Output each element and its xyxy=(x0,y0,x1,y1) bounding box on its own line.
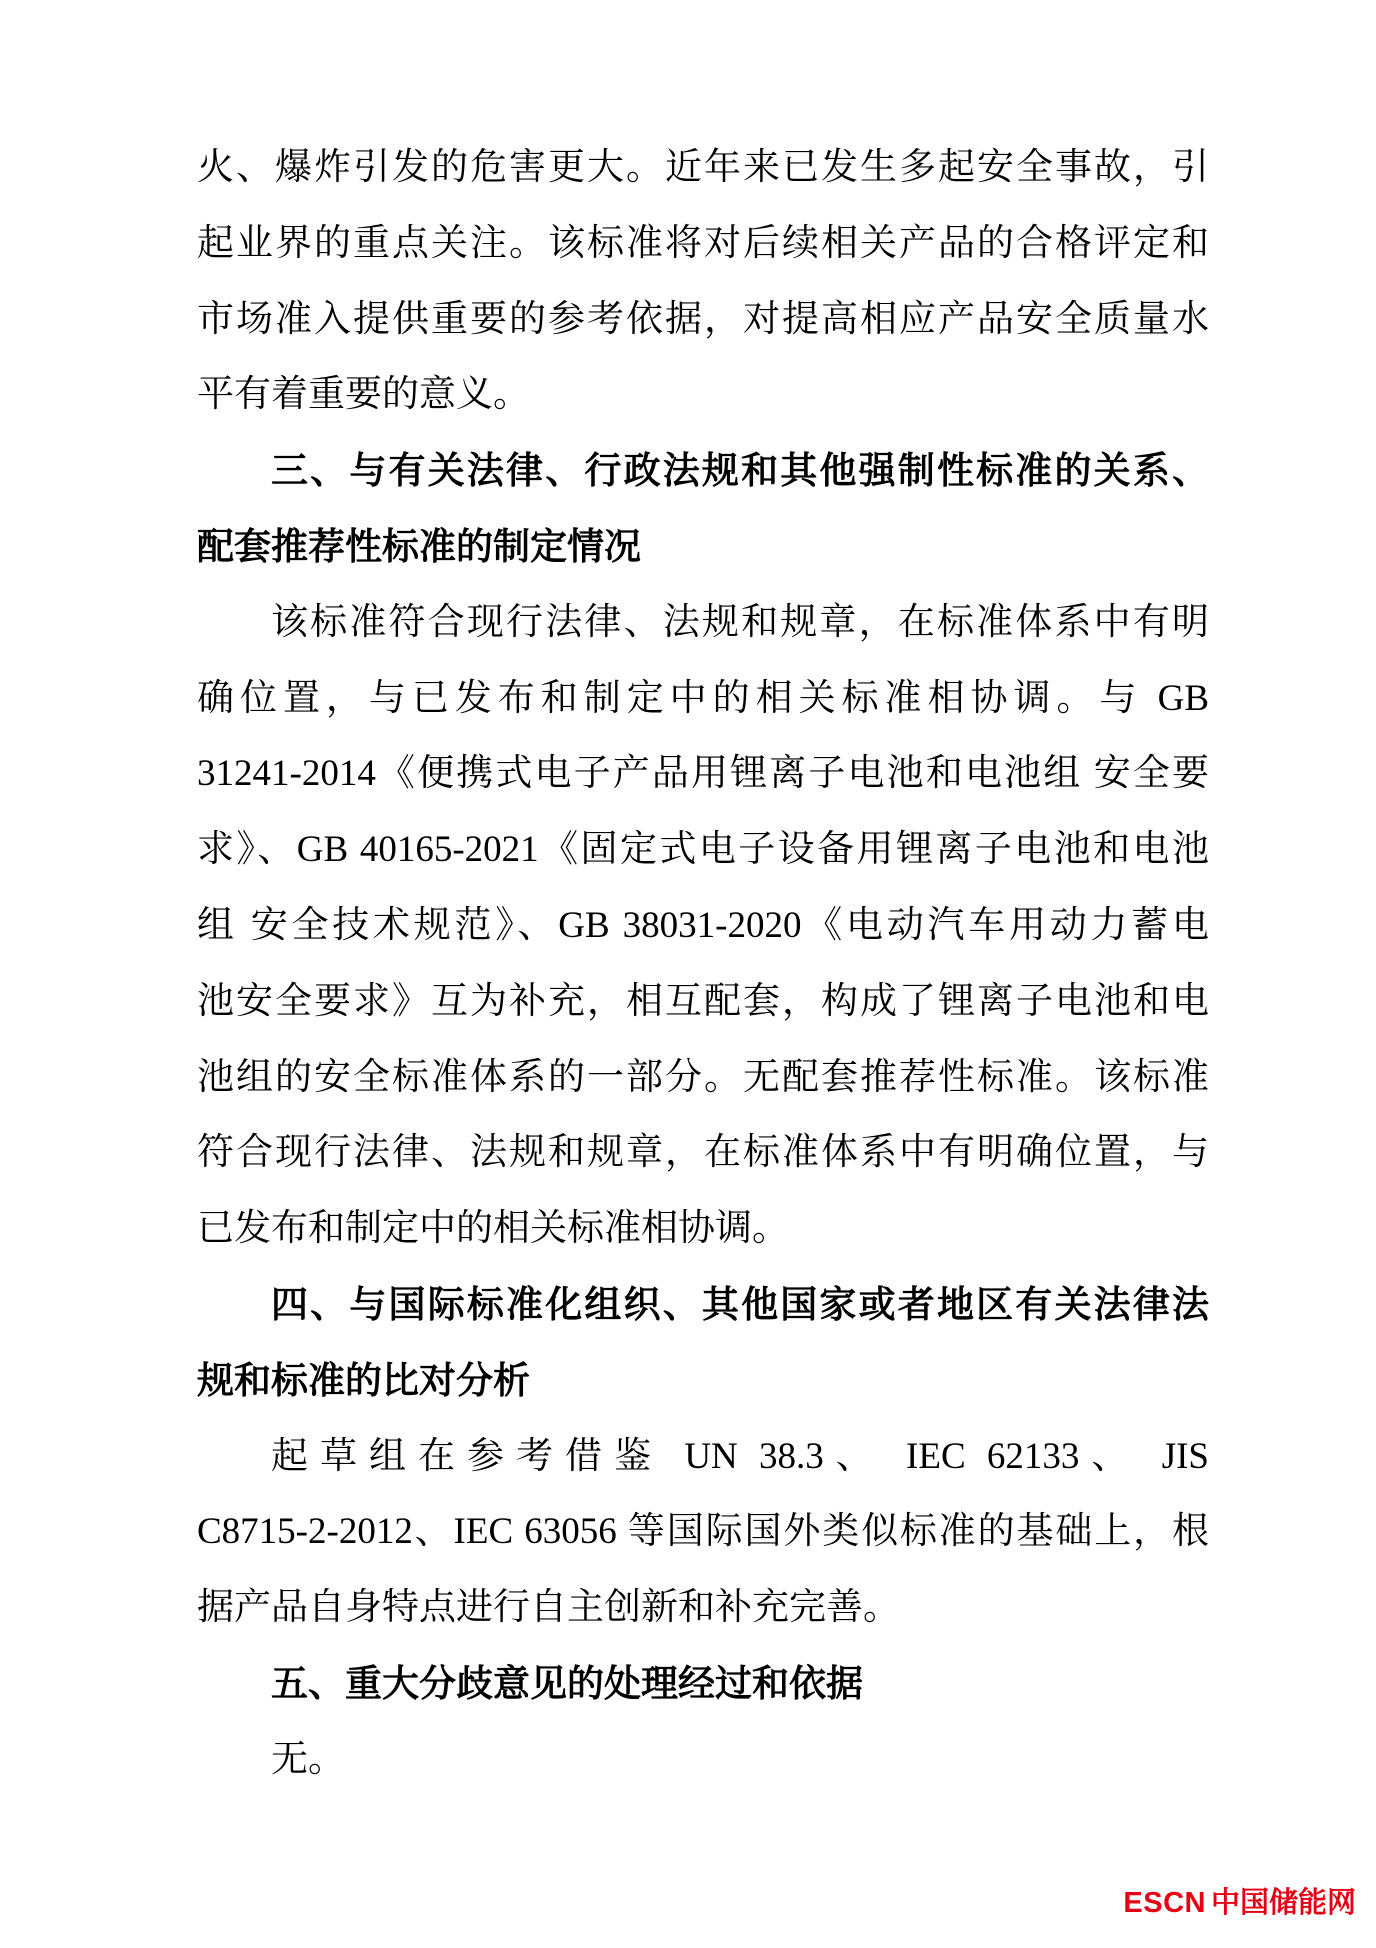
body-line: 符合现行法律、法规和规章，在标准体系中有明确位置，与 xyxy=(197,1132,1209,1174)
body-line: 已发布和制定中的相关标准相协调。 xyxy=(197,1208,789,1250)
body-line: 该标准符合现行法律、法规和规章，在标准体系中有明 xyxy=(271,601,1209,643)
body-line: 确位置，与已发布和制定中的相关标准相协调。与 GB xyxy=(197,677,1209,719)
section-heading-4: 四、与国际标准化组织、其他国家或者地区有关法律法 xyxy=(271,1283,1209,1325)
body-line: 组 安全技术规范》、GB 38031-2020《电动汽车用动力蓄电 xyxy=(197,904,1209,946)
body-line: 市场准入提供重要的参考依据，对提高相应产品安全质量水 xyxy=(197,298,1209,340)
escn-logo xyxy=(1123,1886,1356,1920)
section-heading-3-continued: 配套推荐性标准的制定情况 xyxy=(197,525,641,567)
body-line: 平有着重要的意义。 xyxy=(197,374,530,416)
escn-logo-text: ESCN xyxy=(1123,1887,1206,1919)
section-heading-3: 三、与有关法律、行政法规和其他强制性标准的关系、 xyxy=(271,450,1209,492)
body-line: 起草组在参考借鉴 UN 38.3、 IEC 62133、 JIS xyxy=(271,1435,1209,1477)
escn-logo-sitename: 中国储能网 xyxy=(1210,1887,1356,1919)
body-line: 31241-2014《便携式电子产品用锂离子电池和电池组 安全要 xyxy=(197,753,1209,795)
body-line: 起业界的重点关注。该标准将对后续相关产品的合格评定和 xyxy=(197,222,1209,264)
body-line: 火、爆炸引发的危害更大。近年来已发生多起安全事故，引 xyxy=(197,147,1209,188)
body-line: 无。 xyxy=(271,1738,345,1780)
body-line: 池安全要求》互为补充，相互配套，构成了锂离子电池和电 xyxy=(197,980,1209,1022)
section-heading-4-continued: 规和标准的比对分析 xyxy=(197,1359,530,1401)
body-line: C8715-2-2012、IEC 63056 等国际国外类似标准的基础上，根 xyxy=(197,1511,1209,1553)
section-heading-5: 五、重大分歧意见的处理经过和依据 xyxy=(271,1662,863,1704)
document-body xyxy=(197,130,1209,1798)
body-line: 池组的安全标准体系的一部分。无配套推荐性标准。该标准 xyxy=(197,1056,1209,1098)
body-line: 求》、GB 40165-2021《固定式电子设备用锂离子电池和电池 xyxy=(197,829,1209,871)
body-line: 据产品自身特点进行自主创新和补充完善。 xyxy=(197,1587,900,1629)
